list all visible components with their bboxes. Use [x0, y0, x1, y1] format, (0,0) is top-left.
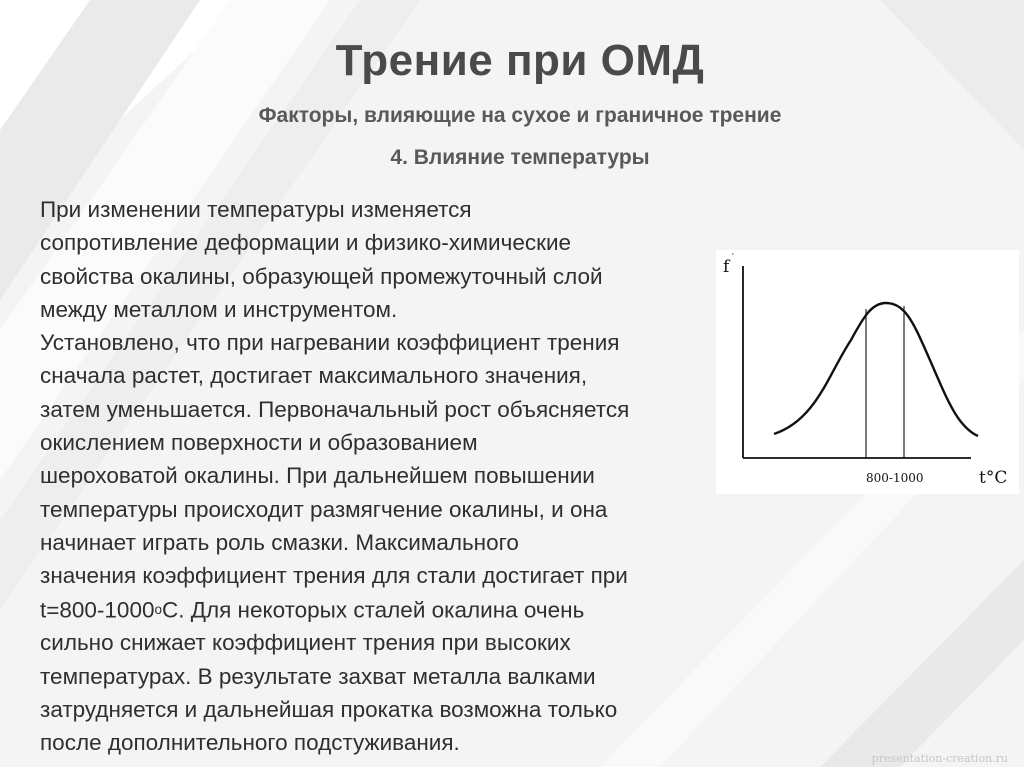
body-line: При изменении температуры изменяется: [40, 197, 472, 222]
body-line: температурах. В результате захват металла валками: [40, 663, 596, 689]
watermark: presentation-creation.ru: [871, 752, 1008, 765]
friction-curve: [774, 303, 978, 436]
body-line: сильно снижает коэффициент трения при высоких: [40, 630, 571, 656]
temperature-line: [40, 593, 730, 627]
body-line: затрудняется и дальнейшая прокатка возможна только: [40, 696, 618, 722]
x-axis-label: t°C: [979, 468, 1008, 488]
body-line: сначала растет, достигает максимального значения,: [40, 363, 588, 389]
section-heading: 4. Влияние температуры: [390, 146, 650, 169]
body-line: температуры происходит размягчение окалины, и она: [40, 496, 608, 522]
degree-superscript: o: [154, 601, 162, 617]
body-line: свойства окалины, образующей промежуточный слой: [40, 263, 603, 289]
body-line: сопротивление деформации и физико-химические: [40, 230, 572, 256]
temperature-value: t=800-1000: [40, 596, 155, 622]
body-line: между металлом и инструментом.: [40, 296, 398, 322]
body-line: шероховатой окалины. При дальнейшем повышении: [40, 463, 595, 489]
body-line: Установлено, что при нагревании коэффициент трения: [40, 330, 620, 356]
y-axis-label: f: [723, 257, 730, 277]
body-line: затем уменьшается. Первоначальный рост объясняется: [40, 396, 630, 422]
body-paragraph: [40, 193, 730, 759]
temperature-line-rest: С. Для некоторых сталей окалина очень: [162, 596, 585, 622]
y-axis-label-mark: `: [731, 254, 736, 264]
slide-title: Трение при ОМД: [335, 36, 705, 85]
range-label: 800-1000: [866, 471, 924, 485]
slide-subtitle: Факторы, влияющие на сухое и граничное трение: [258, 104, 782, 127]
body-line: после дополнительного подстуживания.: [40, 730, 460, 756]
body-line: окислением поверхности и образованием: [40, 430, 478, 456]
friction-temperature-graph: [716, 250, 1019, 494]
body-line: начинает играть роль смазки. Максимального: [40, 529, 519, 555]
body-line: значения коэффициент трения для стали достигает при: [40, 563, 628, 589]
